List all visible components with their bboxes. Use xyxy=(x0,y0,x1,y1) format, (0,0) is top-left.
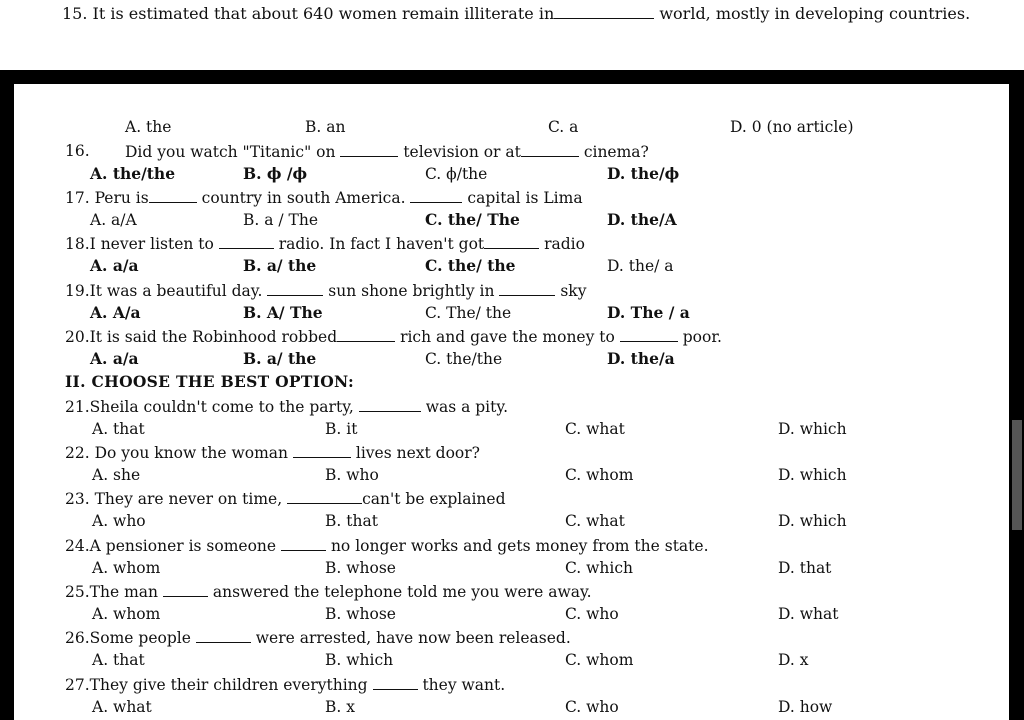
q20-option-c[interactable]: C. the/the xyxy=(425,350,503,368)
q16-option-c[interactable]: C. ϕ/the xyxy=(425,165,488,183)
q15-option-a[interactable]: A. the xyxy=(125,118,172,136)
q22-option-c[interactable]: C. whom xyxy=(565,466,634,484)
q21-option-b[interactable]: B. it xyxy=(325,420,358,438)
q15-option-d[interactable]: D. 0 (no article) xyxy=(730,118,854,136)
q23-text: 23. They are never on time, can't be explained xyxy=(65,490,506,508)
q27-option-b[interactable]: B. x xyxy=(325,698,355,716)
q20-text: 20.It is said the Robinhood robbed rich and gave the money to poor. xyxy=(65,328,722,346)
q17-option-d[interactable]: D. the/A xyxy=(607,210,677,229)
q19-option-a[interactable]: A. A/a xyxy=(90,303,141,322)
q15-text-pre: 15. It is estimated that about 640 women remain illiterate in xyxy=(62,4,555,23)
q26-text: 26.Some people were arrested, have now been released. xyxy=(65,629,571,647)
q21-text: 21.Sheila couldn't come to the party, was a pity. xyxy=(65,398,508,416)
q15-option-b[interactable]: B. an xyxy=(305,118,346,136)
q18-option-b[interactable]: B. a/ the xyxy=(243,256,317,275)
q24-option-a[interactable]: A. whom xyxy=(92,559,161,577)
q26-option-d[interactable]: D. x xyxy=(778,651,809,669)
q19-text: 19.It was a beautiful day. sun shone brightly in sky xyxy=(65,282,587,300)
q21-option-d[interactable]: D. which xyxy=(778,420,847,438)
q27-text: 27.They give their children everything they want. xyxy=(65,676,506,694)
q26-option-a[interactable]: A. that xyxy=(92,651,145,669)
q18-option-d[interactable]: D. the/ a xyxy=(607,257,674,275)
q21-option-a[interactable]: A. that xyxy=(92,420,145,438)
q17-option-c[interactable]: C. the/ The xyxy=(425,210,520,229)
q17-text: 17. Peru is country in south America. capital is Lima xyxy=(65,189,583,207)
q27-option-c[interactable]: C. who xyxy=(565,698,619,716)
q22-option-b[interactable]: B. who xyxy=(325,466,379,484)
q18-option-a[interactable]: A. a/a xyxy=(90,256,139,275)
q27-option-d[interactable]: D. how xyxy=(778,698,833,716)
q27-option-a[interactable]: A. what xyxy=(92,698,152,716)
q16-number: 16. xyxy=(65,142,90,160)
q15-text-post: world, mostly in developing countries. xyxy=(659,4,971,23)
q25-option-c[interactable]: C. who xyxy=(565,605,619,623)
q16-option-a[interactable]: A. the/the xyxy=(90,164,176,183)
q21-option-c[interactable]: C. what xyxy=(565,420,625,438)
q20-option-d[interactable]: D. the/a xyxy=(607,349,675,368)
q23-option-c[interactable]: C. what xyxy=(565,512,625,530)
q16-text: Did you watch "Titanic" on television or at cinema? xyxy=(125,143,649,161)
q17-option-a[interactable]: A. a/A xyxy=(90,211,137,229)
q24-option-c[interactable]: C. which xyxy=(565,559,634,577)
q16-option-b[interactable]: B. ϕ /ϕ xyxy=(243,164,308,183)
q17-option-b[interactable]: B. a / The xyxy=(243,211,319,229)
q24-text: 24.A pensioner is someone no longer works and gets money from the state. xyxy=(65,537,709,555)
q25-option-a[interactable]: A. whom xyxy=(92,605,161,623)
q26-option-c[interactable]: C. whom xyxy=(565,651,634,669)
q22-text: 22. Do you know the woman lives next door? xyxy=(65,444,480,462)
q24-option-d[interactable]: D. that xyxy=(778,559,832,577)
q23-option-b[interactable]: B. that xyxy=(325,512,378,530)
q22-option-a[interactable]: A. she xyxy=(92,466,141,484)
q18-option-c[interactable]: C. the/ the xyxy=(425,256,516,275)
q16-option-d[interactable]: D. the/ϕ xyxy=(607,164,680,183)
section-2-heading: II. CHOOSE THE BEST OPTION: xyxy=(65,372,354,391)
q26-option-b[interactable]: B. which xyxy=(325,651,394,669)
q20-option-b[interactable]: B. a/ the xyxy=(243,349,317,368)
q23-option-d[interactable]: D. which xyxy=(778,512,847,530)
q15-option-c[interactable]: C. a xyxy=(548,118,579,136)
q24-option-b[interactable]: B. whose xyxy=(325,559,396,577)
q25-option-b[interactable]: B. whose xyxy=(325,605,396,623)
q22-option-d[interactable]: D. which xyxy=(778,466,847,484)
q18-text: 18.I never listen to radio. In fact I haven't got radio xyxy=(65,235,585,253)
q19-option-b[interactable]: B. A/ The xyxy=(243,303,323,322)
q25-text: 25.The man answered the telephone told me you were away. xyxy=(65,583,592,601)
q19-option-c[interactable]: C. The/ the xyxy=(425,304,512,322)
q19-option-d[interactable]: D. The / a xyxy=(607,303,690,322)
q23-option-a[interactable]: A. who xyxy=(92,512,146,530)
q20-option-a[interactable]: A. a/a xyxy=(90,349,139,368)
q25-option-d[interactable]: D. what xyxy=(778,605,839,623)
